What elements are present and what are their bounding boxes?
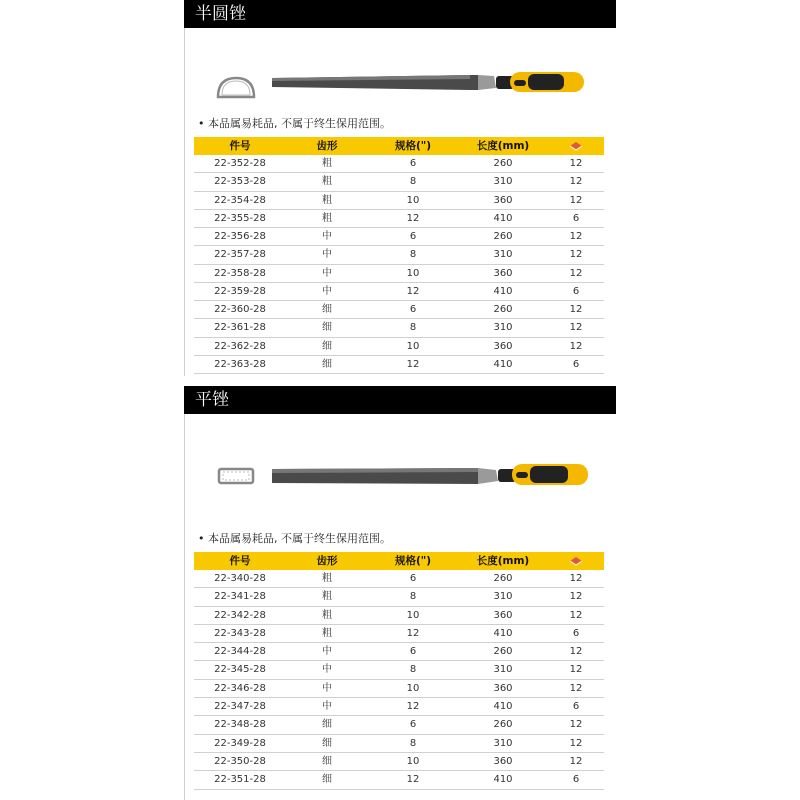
- table-header: [194, 552, 604, 570]
- table-row: [194, 228, 604, 246]
- length: 410: [493, 701, 513, 713]
- part-number: 22-346-28: [214, 682, 266, 694]
- length: 260: [493, 158, 513, 169]
- table-row: [194, 643, 604, 661]
- part-number: 22-363-28: [214, 358, 266, 370]
- size: 8: [409, 176, 417, 188]
- flat-profile-icon: [214, 464, 258, 488]
- length: 360: [493, 682, 513, 694]
- length: 310: [493, 176, 513, 188]
- table-row: [194, 588, 604, 606]
- col-part-number: 件号: [229, 140, 251, 152]
- pack-qty: 6: [572, 212, 580, 224]
- tooth: 中: [322, 646, 332, 658]
- flat-file-section: [184, 386, 616, 800]
- size: 8: [409, 664, 417, 676]
- part-number: 22-344-28: [214, 646, 266, 658]
- table-row: [194, 356, 604, 374]
- length: 310: [493, 591, 513, 603]
- col-length: 长度(mm): [476, 140, 530, 152]
- tooth: 细: [322, 755, 332, 767]
- length: 310: [493, 664, 513, 676]
- tooth: 中: [322, 682, 332, 694]
- col-tooth: 齿形: [316, 140, 338, 152]
- part-number: 22-349-28: [214, 737, 266, 749]
- table-row: [194, 155, 604, 173]
- pack-qty: 12: [569, 573, 583, 584]
- part-number: 22-354-28: [214, 194, 266, 206]
- table-row: [194, 698, 604, 716]
- size: 10: [406, 267, 420, 279]
- table-row: [194, 301, 604, 319]
- part-number: 22-355-28: [214, 212, 266, 224]
- length: 410: [493, 358, 513, 370]
- size: 6: [409, 231, 417, 242]
- pack-qty: 12: [569, 591, 583, 603]
- tooth: 粗: [322, 627, 332, 639]
- tooth: 细: [322, 774, 332, 786]
- table-row: [194, 192, 604, 210]
- size: 6: [409, 158, 417, 169]
- size: 12: [406, 212, 420, 224]
- length: 360: [493, 609, 513, 621]
- tooth: 细: [322, 304, 332, 315]
- tooth: 中: [322, 664, 332, 676]
- tooth: 粗: [322, 573, 332, 584]
- divider: [184, 28, 185, 376]
- part-number: 22-356-28: [214, 231, 266, 242]
- part-number: 22-358-28: [214, 267, 266, 279]
- table-row: [194, 265, 604, 283]
- pack-qty: 12: [569, 682, 583, 694]
- table-row: [194, 173, 604, 191]
- table-row: [194, 210, 604, 228]
- length: 310: [493, 322, 513, 334]
- length: 410: [493, 285, 513, 297]
- table-row: [194, 661, 604, 679]
- part-number: 22-348-28: [214, 719, 266, 731]
- tooth: 粗: [322, 194, 332, 206]
- length: 260: [493, 231, 513, 242]
- package-icon: [569, 141, 583, 151]
- size: 10: [406, 194, 420, 206]
- pack-qty: 12: [569, 755, 583, 767]
- part-number: 22-362-28: [214, 340, 266, 352]
- col-part-number: 件号: [229, 555, 251, 567]
- tooth: 细: [322, 737, 332, 749]
- size: 8: [409, 737, 417, 749]
- col-tooth: 齿形: [316, 555, 338, 567]
- pack-qty: 12: [569, 340, 583, 352]
- table-body: [194, 570, 604, 790]
- size: 10: [406, 340, 420, 352]
- length: 260: [493, 719, 513, 731]
- part-number: 22-353-28: [214, 176, 266, 188]
- pack-qty: 12: [569, 664, 583, 676]
- tooth: 细: [322, 719, 332, 731]
- tooth: 细: [322, 358, 332, 370]
- pack-qty: 12: [569, 176, 583, 188]
- col-pack: [548, 137, 604, 155]
- length: 360: [493, 340, 513, 352]
- pack-qty: 6: [572, 701, 580, 713]
- part-number: 22-357-28: [214, 249, 266, 261]
- length: 360: [493, 267, 513, 279]
- table-row: [194, 680, 604, 698]
- part-number: 22-360-28: [214, 304, 266, 315]
- length: 310: [493, 737, 513, 749]
- part-number: 22-350-28: [214, 755, 266, 767]
- pack-qty: 12: [569, 304, 583, 315]
- tooth: 粗: [322, 212, 332, 224]
- size: 8: [409, 249, 417, 261]
- part-number: 22-359-28: [214, 285, 266, 297]
- pack-qty: 12: [569, 719, 583, 731]
- table-body: [194, 155, 604, 374]
- table-row: [194, 246, 604, 264]
- size: 6: [409, 646, 417, 658]
- part-number: 22-351-28: [214, 774, 266, 786]
- size: 10: [406, 682, 420, 694]
- size: 6: [409, 573, 417, 584]
- section-title-bar: [184, 386, 616, 414]
- table-header: [194, 137, 604, 155]
- pack-qty: 12: [569, 231, 583, 242]
- tooth: 粗: [322, 609, 332, 621]
- table-row: [194, 570, 604, 588]
- pack-qty: 6: [572, 358, 580, 370]
- table-row: [194, 625, 604, 643]
- pack-qty: 12: [569, 249, 583, 261]
- consumable-note: • 本品属易耗品, 不属于终生保用范围。: [198, 117, 391, 130]
- pack-qty: 6: [572, 285, 580, 297]
- section-title: 平锉: [195, 390, 229, 410]
- size: 12: [406, 358, 420, 370]
- length: 260: [493, 304, 513, 315]
- tooth: 粗: [322, 176, 332, 188]
- half-round-file-image: [270, 66, 590, 98]
- table-row: [194, 716, 604, 734]
- col-size: 规格("): [394, 555, 432, 567]
- table-row: [194, 771, 604, 789]
- pack-qty: 12: [569, 609, 583, 621]
- part-number: 22-347-28: [214, 701, 266, 713]
- section-title: 半圆锉: [195, 4, 246, 24]
- pack-qty: 6: [572, 774, 580, 786]
- table-row: [194, 319, 604, 337]
- package-icon: [569, 556, 583, 566]
- table-row: [194, 607, 604, 625]
- pack-qty: 12: [569, 737, 583, 749]
- part-number: 22-343-28: [214, 627, 266, 639]
- length: 310: [493, 249, 513, 261]
- size: 8: [409, 591, 417, 603]
- pack-qty: 12: [569, 322, 583, 334]
- spec-table: [194, 552, 604, 790]
- part-number: 22-345-28: [214, 664, 266, 676]
- length: 360: [493, 194, 513, 206]
- part-number: 22-341-28: [214, 591, 266, 603]
- size: 12: [406, 701, 420, 713]
- flat-file-image: [270, 459, 590, 491]
- tooth: 中: [322, 701, 332, 713]
- tooth: 细: [322, 340, 332, 352]
- tooth: 中: [322, 249, 332, 261]
- size: 8: [409, 322, 417, 334]
- part-number: 22-342-28: [214, 609, 266, 621]
- half-round-profile-icon: [214, 75, 258, 101]
- length: 410: [493, 627, 513, 639]
- half-round-file-section: [184, 0, 616, 376]
- length: 410: [493, 212, 513, 224]
- consumable-note: • 本品属易耗品, 不属于终生保用范围。: [198, 532, 391, 545]
- tooth: 中: [322, 285, 332, 297]
- size: 6: [409, 304, 417, 315]
- part-number: 22-361-28: [214, 322, 266, 334]
- size: 10: [406, 609, 420, 621]
- size: 10: [406, 755, 420, 767]
- section-title-bar: [184, 0, 616, 28]
- length: 360: [493, 755, 513, 767]
- size: 12: [406, 627, 420, 639]
- tooth: 细: [322, 322, 332, 334]
- length: 260: [493, 646, 513, 658]
- pack-qty: 12: [569, 158, 583, 169]
- pack-qty: 6: [572, 627, 580, 639]
- pack-qty: 12: [569, 194, 583, 206]
- part-number: 22-340-28: [214, 573, 266, 584]
- length: 260: [493, 573, 513, 584]
- table-row: [194, 338, 604, 356]
- spec-table: [194, 137, 604, 374]
- tooth: 粗: [322, 158, 332, 169]
- divider: [184, 414, 185, 800]
- size: 12: [406, 285, 420, 297]
- part-number: 22-352-28: [214, 158, 266, 169]
- size: 6: [409, 719, 417, 731]
- col-length: 长度(mm): [476, 555, 530, 567]
- tooth: 中: [322, 231, 332, 242]
- col-pack: [548, 552, 604, 570]
- length: 410: [493, 774, 513, 786]
- table-row: [194, 283, 604, 301]
- table-row: [194, 735, 604, 753]
- pack-qty: 12: [569, 646, 583, 658]
- size: 12: [406, 774, 420, 786]
- table-row: [194, 753, 604, 771]
- col-size: 规格("): [394, 140, 432, 152]
- tooth: 粗: [322, 591, 332, 603]
- pack-qty: 12: [569, 267, 583, 279]
- tooth: 中: [322, 267, 332, 279]
